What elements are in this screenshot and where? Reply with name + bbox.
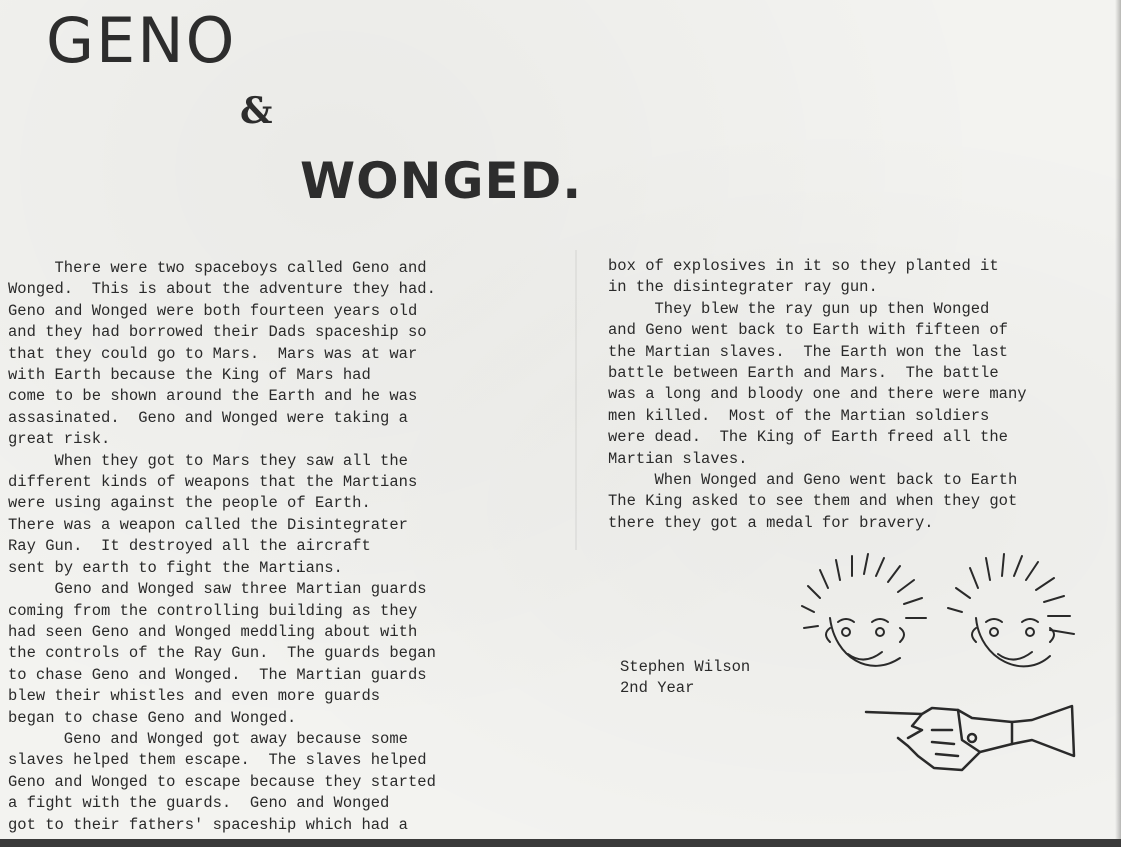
- story-right-line: The King asked to see them and when they got: [608, 492, 1018, 511]
- story-right-line: They blew the ray gun up then Wonged: [608, 299, 990, 318]
- story-right-column: [608, 256, 1027, 534]
- story-right-line: the Martian slaves. The Earth won the last: [608, 342, 1008, 361]
- story-left-line: different kinds of weapons that the Martians: [8, 473, 418, 492]
- story-left-line: There was a weapon called the Disintegrater: [8, 515, 408, 534]
- story-left-line: come to be shown around the Earth and he was: [8, 387, 418, 406]
- story-left-line: the controls of the Ray Gun. The guards began: [8, 644, 436, 663]
- story-left-line: Geno and Wonged got away because some: [8, 729, 408, 748]
- story-right-line: in the disintegrater ray gun.: [608, 278, 878, 297]
- story-left-line: Geno and Wonged saw three Martian guards: [8, 580, 427, 599]
- story-left-line: Ray Gun. It destroyed all the aircraft: [8, 537, 371, 556]
- scan-bottom-border: [0, 839, 1121, 847]
- story-left-line: blew their whistles and even more guards: [8, 687, 381, 706]
- pointing-hand-drawing: [862, 700, 1084, 780]
- story-right-line: battle between Earth and Mars. The battle: [608, 364, 999, 383]
- story-left-line: coming from the controlling building as they: [8, 601, 418, 620]
- author-year: 2nd Year: [620, 679, 695, 698]
- story-right-line: Martian slaves.: [608, 449, 748, 468]
- story-left-line: When they got to Mars they saw all the: [8, 451, 408, 470]
- two-smiling-faces-drawing: [800, 548, 1120, 693]
- page-edge-shadow: [1115, 0, 1121, 847]
- story-right-line: were dead. The King of Earth freed all the: [608, 428, 1008, 447]
- story-right-line: When Wonged and Geno went back to Earth: [608, 471, 1018, 490]
- title-wonged: WONGED.: [300, 152, 583, 210]
- left-face: [826, 618, 904, 666]
- story-right-line: box of explosives in it so they planted it: [608, 257, 999, 275]
- story-left-line: had seen Geno and Wonged meddling about with: [8, 622, 418, 641]
- story-left-line: great risk.: [8, 430, 111, 449]
- story-left-line: assasinated. Geno and Wonged were taking a: [8, 408, 408, 427]
- story-left-line: and they had borrowed their Dads spaceship so: [8, 323, 427, 342]
- story-left-line: sent by earth to fight the Martians.: [8, 558, 343, 577]
- story-left-line: There were two spaceboys called Geno and: [8, 259, 427, 277]
- story-left-line: began to chase Geno and Wonged.: [8, 708, 297, 727]
- story-left-line: Geno and Wonged were both fourteen years old: [8, 301, 418, 320]
- author-signature: [620, 657, 750, 700]
- right-face: [972, 618, 1054, 666]
- story-left-line: slaves helped them escape. The slaves helped: [8, 751, 427, 770]
- story-left-line: got to their fathers' spaceship which had a: [8, 815, 408, 834]
- story-right-line: and Geno went back to Earth with fifteen of: [608, 321, 1008, 340]
- story-right-line: there they got a medal for bravery.: [608, 513, 934, 532]
- left-face-hair: [802, 554, 926, 628]
- story-left-line: a fight with the guards. Geno and Wonged: [8, 794, 390, 813]
- story-left-line: with Earth because the King of Mars had: [8, 366, 371, 385]
- story-left-column: [8, 258, 436, 836]
- story-left-line: to chase Geno and Wonged. The Martian guards: [8, 665, 427, 684]
- story-right-line: was a long and bloody one and there were many: [608, 385, 1027, 404]
- story-left-line: were using against the people of Earth.: [8, 494, 371, 513]
- story-right-line: men killed. Most of the Martian soldiers: [608, 406, 990, 425]
- title-ampersand: &: [240, 90, 275, 132]
- story-left-line: Geno and Wonged to escape because they started: [8, 772, 436, 791]
- right-face-hair: [948, 554, 1074, 634]
- author-name: Stephen Wilson: [620, 658, 751, 676]
- title-geno: GENO: [46, 4, 237, 77]
- story-left-line: Wonged. This is about the adventure they had.: [8, 280, 436, 299]
- story-left-line: that they could go to Mars. Mars was at war: [8, 344, 418, 363]
- column-divider: [575, 250, 577, 550]
